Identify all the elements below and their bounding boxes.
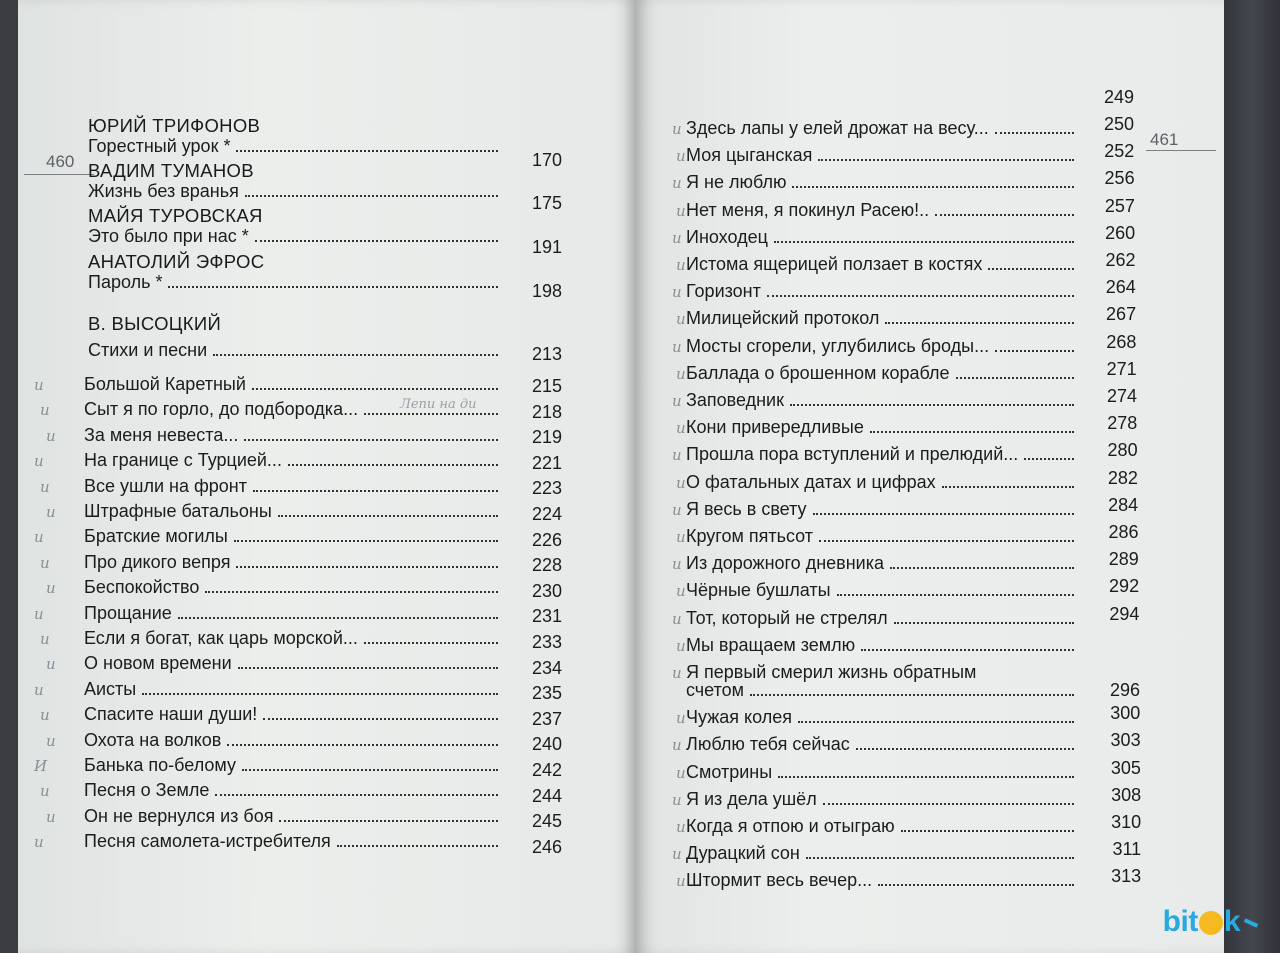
toc-entry-title: Смотрины: [686, 761, 773, 782]
toc-entry-title: счетом: [686, 680, 745, 700]
toc-entry: [84, 526, 502, 546]
toc-entry-title: Я первый смерил жизнь обратным: [686, 662, 977, 682]
toc-entry-title: Тот, который не стрелял: [686, 607, 888, 628]
toc-page-number: 278: [1107, 413, 1138, 434]
pencil-mark: и: [672, 555, 682, 574]
toc-page-number: 233: [531, 632, 562, 652]
toc-entry: [686, 390, 1078, 410]
folio-rule: [24, 174, 94, 175]
pencil-mark: и: [40, 401, 50, 420]
pencil-mark: и: [676, 763, 686, 782]
toc-entry-title: Люблю тебя сейчас: [686, 734, 850, 755]
toc-entry-title: Чужая колея: [686, 707, 792, 728]
toc-entry: [84, 577, 502, 597]
dot-leader: [792, 186, 1074, 188]
toc-page-number: 303: [1110, 730, 1141, 751]
toc-entry: [84, 831, 502, 851]
pencil-mark: и: [672, 283, 682, 302]
dot-leader: [252, 388, 498, 390]
toc-entry-title: Жизнь без вранья: [88, 181, 239, 201]
toc-entry: [686, 499, 1078, 519]
toc-page-number: 271: [1106, 358, 1137, 379]
toc-entry: [84, 552, 502, 572]
hand-icon: [1199, 911, 1223, 935]
pencil-annotation: Лепи на ди: [400, 397, 477, 413]
dot-leader: [227, 744, 498, 746]
dot-leader: [823, 803, 1074, 805]
dot-leader: [885, 322, 1074, 324]
pencil-mark: и: [676, 147, 686, 166]
toc-entry: [686, 843, 1078, 863]
toc-page-number: 245: [531, 811, 562, 832]
pencil-mark: и: [40, 630, 50, 648]
pencil-mark: и: [40, 782, 50, 801]
pencil-mark: и: [46, 426, 56, 445]
toc-page-number: 264: [1105, 277, 1136, 298]
dot-leader: [837, 594, 1074, 596]
dot-leader: [255, 240, 498, 242]
pencil-mark: и: [676, 201, 686, 220]
toc-entry: [84, 374, 502, 394]
toc-entry-title: Большой Каретный: [84, 374, 246, 394]
right-page: [636, 0, 1224, 953]
pencil-mark: и: [46, 655, 56, 674]
dot-leader: [819, 540, 1074, 542]
dot-leader: [1024, 458, 1074, 460]
toc-entry: [84, 679, 502, 699]
toc-entry-title: Беспокойство: [84, 577, 200, 598]
dot-leader: [337, 845, 498, 847]
toc-entry: [686, 200, 1078, 220]
pencil-mark: и: [676, 582, 686, 601]
folio-rule: [1146, 150, 1216, 151]
toc-page-number: 223: [531, 478, 562, 499]
toc-entry: [686, 734, 1078, 754]
toc-page-number: 230: [531, 580, 562, 601]
dot-leader: [798, 721, 1074, 723]
toc-entry-title: За меня невеста...: [84, 424, 239, 445]
pencil-mark: и: [672, 392, 682, 410]
page-number-right: 461: [1150, 130, 1179, 149]
toc-page-number: 219: [531, 427, 562, 448]
toc-entry-title: Штрафные батальоны: [84, 501, 272, 521]
toc-page-number: 175: [531, 193, 562, 213]
pencil-mark: и: [34, 376, 44, 394]
dot-leader: [205, 591, 498, 593]
dot-leader: [236, 150, 498, 152]
pencil-mark: и: [676, 709, 686, 728]
dot-leader: [870, 431, 1074, 433]
toc-page-number: 313: [1111, 866, 1142, 887]
toc-entry: [686, 145, 1078, 165]
toc-page-number: 305: [1110, 757, 1141, 778]
toc-entry-title: Когда я отпою и отыграю: [686, 816, 895, 836]
toc-entry: [686, 707, 1078, 727]
toc-page-number: 311: [1112, 839, 1142, 860]
pencil-mark: и: [676, 256, 686, 274]
toc-entry-title: Милицейский протокол: [686, 308, 880, 329]
pencil-mark: и: [676, 872, 686, 891]
toc-page-number: 224: [531, 504, 562, 524]
toc-page-number: 284: [1108, 494, 1139, 515]
dot-leader: [790, 404, 1074, 406]
dot-leader: [890, 567, 1074, 569]
toc-entry-title: Чёрные бушлаты: [686, 580, 831, 601]
dot-leader: [995, 132, 1074, 134]
dot-leader: [168, 286, 498, 288]
dot-leader: [935, 214, 1074, 216]
toc-entry-title: Спасите наши души!: [84, 704, 258, 725]
dot-leader: [861, 649, 1074, 651]
toc-entry-title: Он не вернулся из боя: [84, 805, 274, 826]
toc-entry: [686, 662, 976, 682]
toc-entry-title: Сыт я по горло, до подбородка...: [84, 399, 359, 420]
toc-page-number: 170: [531, 150, 562, 170]
toc-page-number: 244: [531, 785, 562, 806]
section-author: В. ВЫСОЦКИЙ: [88, 313, 222, 334]
toc-page-number: 289: [1108, 549, 1139, 570]
dot-leader: [856, 748, 1074, 750]
toc-page-number: 268: [1106, 331, 1137, 352]
pencil-mark: и: [672, 664, 682, 682]
toc-entry: [686, 254, 1078, 274]
pencil-mark: и: [676, 310, 686, 329]
toc-page-number: 294: [1109, 603, 1140, 624]
toc-entry-title: Нет меня, я покинул Расею!..: [686, 199, 930, 220]
toc-entry: [686, 553, 1078, 573]
toc-page-number: 286: [1108, 522, 1139, 542]
dot-leader: [245, 195, 498, 197]
pencil-mark: и: [672, 174, 682, 193]
toc-entry: [686, 762, 1078, 782]
dot-leader: [767, 295, 1074, 297]
toc-page-number: 260: [1105, 222, 1136, 243]
toc-page-number: 235: [531, 683, 562, 704]
toc-entry: [686, 308, 1078, 328]
dot-leader: [263, 718, 498, 720]
toc-entry: [686, 608, 1078, 628]
toc-entry-title: Стихи и песни: [88, 340, 208, 360]
toc-entry-title: Я из дела ушёл: [686, 788, 817, 809]
toc-page-number: 310: [1111, 812, 1142, 832]
toc-entry: [84, 501, 502, 521]
toc-entry: [686, 444, 1078, 464]
toc-entry-title: О фатальных датах и цифрах: [686, 471, 936, 492]
watermark-logo: bit k: [1163, 905, 1258, 939]
toc-entry-title: Песня самолета-истребителя: [84, 831, 331, 852]
toc-page-number: 198: [531, 281, 562, 301]
toc-entry-title: Песня о Земле: [84, 780, 210, 801]
toc-entry-title: Истома ящерицей ползает в костях: [686, 254, 983, 274]
dot-leader: [215, 794, 498, 796]
toc-entry-title: Баллада о брошенном корабле: [686, 362, 950, 383]
dot-leader: [238, 667, 498, 669]
toc-entry: [686, 417, 1078, 437]
dot-leader: [750, 694, 1074, 696]
pencil-mark: и: [34, 680, 44, 699]
toc-page-number: 228: [531, 555, 562, 576]
pencil-mark: и: [40, 477, 50, 496]
dot-leader: [213, 354, 498, 356]
toc-page-number: 240: [531, 734, 562, 755]
toc-entry: [686, 680, 1078, 700]
pencil-mark: и: [40, 706, 50, 725]
toc-page-number: 262: [1105, 250, 1136, 270]
left-page: [18, 0, 636, 953]
toc-page-number: 237: [531, 708, 562, 729]
dot-leader: [364, 413, 498, 415]
toc-entry: [686, 816, 1078, 836]
author-name: МАЙЯ ТУРОВСКАЯ: [88, 205, 263, 226]
toc-entry: [84, 476, 502, 496]
toc-page-number: 282: [1107, 467, 1138, 488]
toc-page-number: 246: [531, 836, 562, 857]
swoosh-icon: [1244, 918, 1258, 928]
toc-page-number: 292: [1109, 576, 1140, 597]
dot-leader: [236, 566, 498, 568]
toc-entry-title: Из дорожного дневника: [686, 553, 884, 574]
dot-leader: [988, 268, 1074, 270]
toc-entry-title: Заповедник: [686, 390, 784, 410]
toc-entry: [686, 870, 1078, 890]
author-name: АНАТОЛИЙ ЭФРОС: [88, 251, 265, 272]
toc-entry: [84, 653, 502, 673]
dot-leader: [813, 513, 1074, 515]
toc-entry: [84, 780, 502, 800]
toc-entry: [84, 704, 502, 724]
toc-entry: [84, 628, 502, 648]
dot-leader: [894, 622, 1074, 624]
toc-page-number: 242: [531, 760, 562, 780]
toc-entry: [686, 789, 1078, 809]
toc-entry-title: Все ушли на фронт: [84, 475, 247, 496]
toc-entry: [686, 281, 1078, 301]
toc-entry: [88, 136, 502, 156]
toc-page-number: 274: [1106, 386, 1137, 406]
toc-page-number: 218: [531, 401, 562, 422]
pencil-mark: и: [34, 528, 44, 547]
toc-entry-title: Прошла пора вступлений и прелюдий...: [686, 444, 1019, 465]
dot-leader: [774, 241, 1074, 243]
pencil-mark: и: [672, 446, 682, 465]
pencil-mark: и: [672, 790, 682, 809]
toc-entry-title: Иноходец: [686, 226, 768, 247]
toc-page-number: 296: [1109, 680, 1140, 700]
toc-page-number: 250: [1103, 114, 1134, 134]
toc-entry: [686, 363, 1078, 383]
toc-page-number: 191: [531, 237, 562, 257]
dot-leader: [178, 617, 498, 619]
toc-entry-title: Мы вращаем землю: [686, 634, 856, 655]
toc-entry-title: О новом времени: [84, 653, 232, 674]
dot-leader: [278, 515, 498, 517]
toc-entry-title: Мосты сгорели, углубились броды...: [686, 335, 990, 356]
pencil-mark: и: [672, 228, 682, 247]
pencil-mark: и: [672, 845, 682, 864]
toc-page-number: 213: [531, 344, 562, 364]
pencil-mark: и: [46, 807, 56, 826]
toc-entry: [84, 755, 502, 775]
toc-page-number: 257: [1104, 195, 1135, 216]
toc-entry: [88, 272, 502, 292]
dot-leader: [901, 830, 1074, 832]
pencil-mark: и: [46, 579, 56, 598]
toc-page-number: 234: [531, 657, 562, 678]
pencil-mark: и: [46, 503, 56, 521]
toc-entry: [84, 603, 502, 623]
toc-entry: [686, 580, 1078, 600]
toc-entry-title: Горестный урок *: [88, 136, 231, 156]
toc-entry: [88, 226, 502, 246]
toc-entry-title: Кругом пятьсот: [686, 526, 814, 546]
toc-entry: [686, 526, 1078, 546]
dot-leader: [995, 350, 1074, 352]
dot-leader: [244, 439, 498, 441]
pencil-mark: И: [34, 757, 48, 775]
author-name: ВАДИМ ТУМАНОВ: [88, 160, 254, 181]
pencil-mark: и: [46, 731, 56, 750]
toc-entry: [84, 450, 502, 470]
toc-entry: [88, 181, 502, 201]
toc-entry-title: Кони привередливые: [686, 417, 864, 438]
toc-entry: [686, 172, 1078, 192]
pencil-mark: и: [672, 609, 682, 628]
toc-entry: [686, 118, 1078, 138]
toc-page-number: 300: [1110, 703, 1141, 724]
pencil-mark: и: [40, 553, 50, 572]
toc-page-number: 221: [531, 452, 562, 473]
dot-leader: [288, 464, 498, 466]
pencil-mark: и: [676, 528, 686, 546]
toc-entry-title: Банька по-белому: [84, 755, 236, 775]
dot-leader: [778, 776, 1074, 778]
toc-entry: [88, 340, 502, 360]
pencil-mark: и: [672, 500, 682, 519]
pencil-mark: и: [34, 833, 44, 852]
dot-leader: [142, 693, 498, 695]
dot-leader: [253, 490, 498, 492]
pencil-mark: и: [676, 818, 686, 836]
toc-entry-title: Если я богат, как царь морской...: [84, 628, 358, 648]
toc-entry-title: Аисты: [84, 678, 137, 699]
dot-leader: [242, 769, 498, 771]
toc-entry-title: Горизонт: [686, 281, 761, 302]
toc-entry-title: Штормит весь вечер...: [686, 870, 873, 891]
toc-page-number: 215: [531, 376, 562, 396]
toc-entry: [686, 227, 1078, 247]
toc-entry-title: Прощание: [84, 602, 172, 623]
toc-entry-title: Пароль *: [88, 272, 163, 292]
toc-entry-title: На границе с Турцией...: [84, 450, 282, 471]
toc-entry: [686, 635, 1078, 655]
toc-entry-title: Охота на волков: [84, 729, 222, 750]
dot-leader: [956, 377, 1074, 379]
toc-page-number: 249: [1103, 87, 1134, 107]
toc-entry: [686, 336, 1078, 356]
toc-entry-title: Моя цыганская: [686, 145, 813, 166]
toc-page-number: 226: [531, 529, 562, 550]
toc-entry-title: Братские могилы: [84, 526, 228, 547]
toc-page-number: 252: [1104, 141, 1135, 162]
toc-entry-title: Дурацкий сон: [686, 843, 800, 864]
toc-page-number: 256: [1104, 168, 1135, 189]
page-number-left: 460: [46, 152, 75, 171]
pencil-mark: и: [672, 736, 682, 755]
pencil-mark: и: [676, 636, 686, 655]
toc-entry-title: Я не люблю: [686, 172, 787, 193]
pencil-mark: и: [672, 120, 682, 138]
dot-leader: [878, 884, 1074, 886]
toc-entry-title: Здесь лапы у елей дрожат на весу...: [686, 118, 989, 138]
pencil-mark: и: [672, 337, 682, 356]
pencil-mark: и: [676, 364, 686, 383]
pencil-mark: и: [676, 419, 686, 438]
toc-page-number: 267: [1106, 304, 1137, 325]
dot-leader: [818, 159, 1074, 161]
dot-leader: [279, 820, 498, 822]
dot-leader: [234, 540, 498, 542]
pencil-mark: и: [676, 473, 686, 492]
dot-leader: [942, 486, 1074, 488]
toc-entry-title: Это было при нас *: [88, 226, 249, 246]
dot-leader: [364, 642, 498, 644]
toc-entry-title: Про дикого вепря: [84, 551, 231, 572]
toc-entry: [84, 806, 502, 826]
toc-entry: [84, 425, 502, 445]
toc-entry: [84, 730, 502, 750]
toc-page-number: 231: [531, 606, 562, 627]
pencil-mark: и: [34, 452, 44, 471]
dot-leader: [806, 857, 1074, 859]
toc-page-number: 280: [1107, 440, 1138, 461]
toc-entry: [686, 472, 1078, 492]
pencil-mark: и: [34, 604, 44, 623]
toc-page-number: 308: [1111, 784, 1142, 805]
toc-entry-title: Я весь в свету: [686, 498, 807, 519]
author-name: ЮРИЙ ТРИФОНОВ: [88, 115, 261, 136]
